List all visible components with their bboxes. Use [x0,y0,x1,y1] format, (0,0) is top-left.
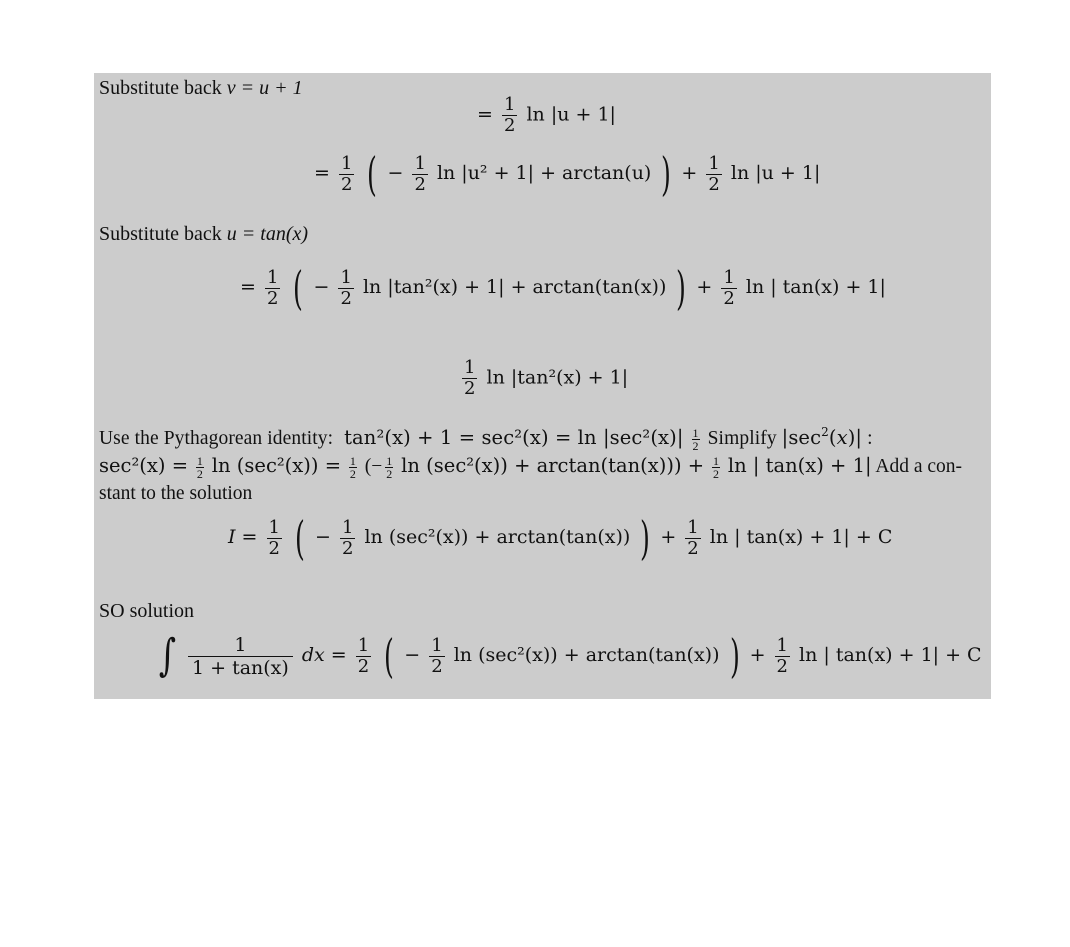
substitute-u-label: Substitute back [99,223,222,245]
eq-expanded-tan: = $\frac{1}{2}$ ( − $\frac{1}{2}$ ln |tan²(x) + 1| + arctan(tan(x)) ) + $\frac{1}{2}$ ln | tan(x) + 1| [240,261,886,315]
ln-tan-plus-1: ln | tan(x) + 1| [745,276,886,298]
eq-half-ln-tan2: $\frac{1}{2}$ ln |tan²(x) + 1| [464,357,629,399]
eq-I-result: I = $\frac{1}{2}$ ( − $\frac{1}{2}$ ln (sec²(x)) + arctan(tan(x)) ) + $\frac{1}{2}$ ln | tan(x) + 1| + C [228,511,893,565]
eq-expanded-u: = $\frac{1}{2}$ ( − $\frac{1}{2}$ ln |u² + 1| + arctan(u) ) + $\frac{1}{2}$ ln |u + 1| [314,147,821,201]
substitute-v-label: Substitute back [99,77,222,99]
eq-half-ln-u: = $\frac{1}{2}$ ln |u + 1| [477,94,616,136]
substitute-v-line [99,78,303,98]
integral-sign: ∫ [158,630,177,681]
left-paren: ( [367,147,378,201]
identity-expr: tan²(x) + 1 = sec²(x) = ln |sec²(x)| [344,426,684,449]
para-line-2: sec²(x) = $\frac{1}{2}$ ln (sec²(x)) = $\frac{1}{2}$ (− $\frac{1}{2}$ ln (sec²(x)) + arctan(tan(x))) + $\frac{1}{2}$ ln | tan(x) + 1| Add a con- [99,454,963,482]
u-equation: u = tan(x) [226,223,309,245]
solution-panel [94,73,991,699]
so-solution-label: SO solution [99,600,195,622]
para-line-1: Use the Pythagorean identity: tan²(x) + 1 = sec²(x) = ln |sec²(x)| $\frac{1}{2}$ Simplify $|\sec^2(x)|$ : [99,425,873,454]
para-line-3: stant to the solution [99,483,253,505]
final-integral-eq: ∫ $\frac{1}{1 + \tan(x)}$ dx = $\frac{1}{2}$ ( − $\frac{1}{2}$ ln (sec²(x)) + arctan(tan(x)) ) + $\frac{1}{2}$ ln | tan(x) + 1| + C [158,629,982,683]
pythagorean-paragraph [99,419,986,507]
integrand-fraction: $\frac{1}{1 + \tan(x)}$ [188,634,293,679]
ln-u-plus-1: ln |u + 1| [526,103,616,126]
v-equation: v = u + 1 [226,77,303,99]
ln-u2-arctan: ln |u² + 1| + arctan(u) [436,162,652,184]
substitute-u-line [99,224,308,244]
fraction-half: $\frac{1}{2}$ [503,94,516,136]
right-paren: ) [661,147,672,201]
ln-tan2-arctan: ln |tan²(x) + 1| + arctan(tan(x)) [362,276,667,298]
